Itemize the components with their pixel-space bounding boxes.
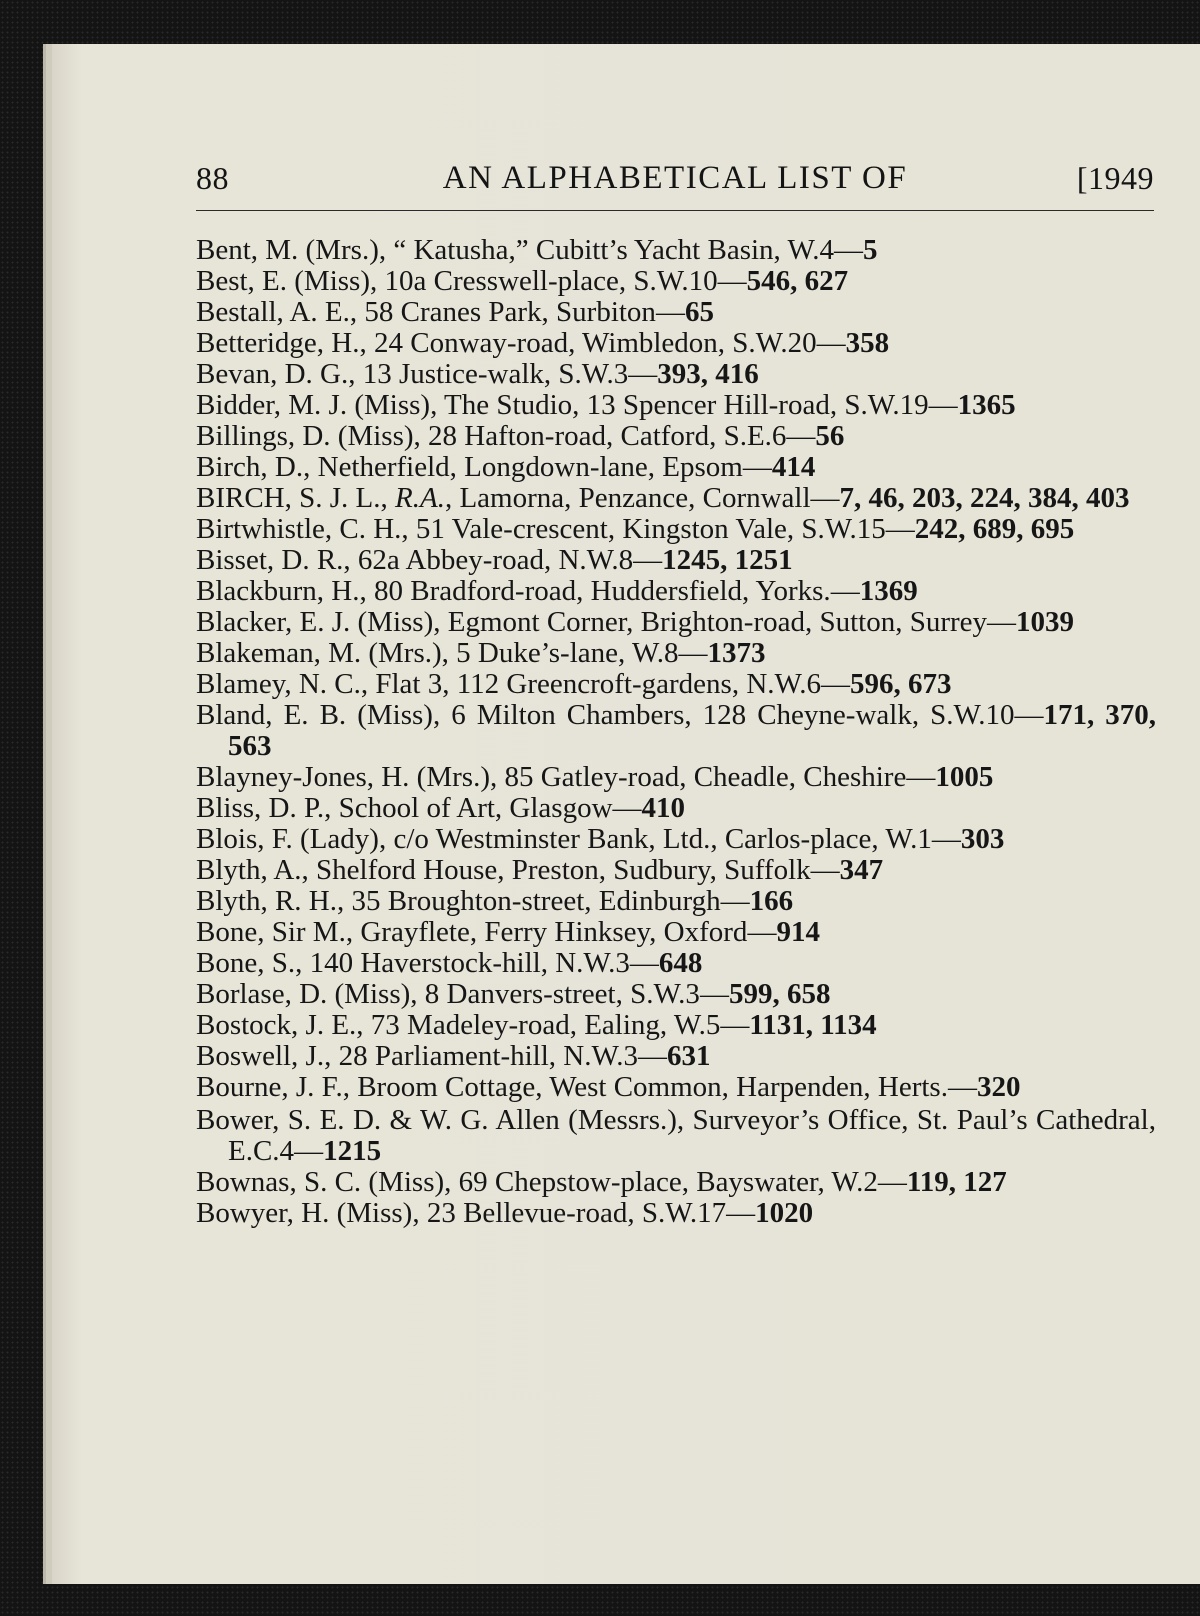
list-entry: Boswell, J., 28 Parliament-hill, N.W.3—631 — [196, 1040, 711, 1072]
list-entry: Blakeman, M. (Mrs.), 5 Duke’s-lane, W.8—1373 — [196, 637, 766, 669]
list-entry: Best, E. (Miss), 10a Cresswell-place, S.W.10—546, 627 — [196, 265, 849, 297]
list-entry: Bisset, D. R., 62a Abbey-road, N.W.8—1245, 1251 — [196, 544, 793, 576]
list-entry: Bownas, S. C. (Miss), 69 Chepstow-place, Bayswater, W.2—119, 127 — [196, 1166, 1007, 1198]
list-entry: Billings, D. (Miss), 28 Hafton-road, Catford, S.E.6—56 — [196, 420, 845, 452]
list-entry: Bidder, M. J. (Miss), The Studio, 13 Spencer Hill-road, S.W.19—1365 — [196, 389, 1016, 421]
list-entry: Bourne, J. F., Broom Cottage, West Common, Harpenden, Herts.—320 — [196, 1071, 1021, 1103]
list-entry: BIRCH, S. J. L., R.A., Lamorna, Penzance, Cornwall—7, 46, 203, 224, 384, 403 — [196, 482, 1130, 514]
list-entry: Blois, F. (Lady), c/o Westminster Bank, Ltd., Carlos-place, W.1—303 — [196, 823, 1005, 855]
page-title: AN ALPHABETICAL LIST OF — [442, 160, 908, 196]
list-entry: Blayney-Jones, H. (Mrs.), 85 Gatley-road, Cheadle, Cheshire—1005 — [196, 761, 994, 793]
list-entry: Bevan, D. G., 13 Justice-walk, S.W.3—393, 416 — [196, 358, 759, 390]
list-entry: Blacker, E. J. (Miss), Egmont Corner, Brighton-road, Sutton, Surrey—1039 — [196, 606, 1075, 638]
page-year: [1949 — [1076, 160, 1154, 196]
list-entry: Blamey, N. C., Flat 3, 112 Greencroft-gardens, N.W.6—596, 673 — [196, 668, 952, 700]
list-entry: Birtwhistle, C. H., 51 Vale-crescent, Kingston Vale, S.W.15—242, 689, 695 — [196, 513, 1075, 545]
list-entry: Blackburn, H., 80 Bradford-road, Huddersfield, Yorks.—1369 — [196, 575, 918, 607]
entry-list — [196, 235, 1156, 1229]
list-entry: Blyth, R. H., 35 Broughton-street, Edinburgh—166 — [196, 885, 794, 917]
list-entry: Bowyer, H. (Miss), 23 Bellevue-road, S.W.17—1020 — [196, 1197, 814, 1229]
list-entry: Betteridge, H., 24 Conway-road, Wimbledon, S.W.20—358 — [196, 327, 890, 359]
list-entry: Bone, S., 140 Haverstock-hill, N.W.3—648 — [196, 947, 703, 979]
page-number: 88 — [196, 160, 229, 196]
list-entry: Borlase, D. (Miss), 8 Danvers-street, S.W.3—599, 658 — [196, 978, 831, 1010]
list-entry: Blyth, A., Shelford House, Preston, Sudbury, Suffolk—347 — [196, 854, 884, 886]
list-entry: Bent, M. (Mrs.), “ Katusha,” Cubitt’s Yacht Basin, W.4—5 — [196, 234, 878, 266]
list-entry: Bower, S. E. D. & W. G. Allen (Messrs.), Surveyor’s Office, St. Paul’s Cathedral, E.C.4—1215 — [196, 1104, 1156, 1167]
list-entry: Bestall, A. E., 58 Cranes Park, Surbiton—65 — [196, 296, 714, 328]
list-entry: Bland, E. B. (Miss), 6 Milton Chambers, 128 Cheyne-walk, S.W.10—171, 370, 563 — [196, 699, 1156, 762]
list-entry: Birch, D., Netherfield, Longdown-lane, Epsom—414 — [196, 451, 816, 483]
list-entry: Bostock, J. E., 73 Madeley-road, Ealing, W.5—1131, 1134 — [196, 1009, 877, 1041]
page-header — [196, 160, 1154, 211]
list-entry: Bliss, D. P., School of Art, Glasgow—410 — [196, 792, 686, 824]
list-entry: Bone, Sir M., Grayflete, Ferry Hinksey, Oxford—914 — [196, 916, 820, 948]
